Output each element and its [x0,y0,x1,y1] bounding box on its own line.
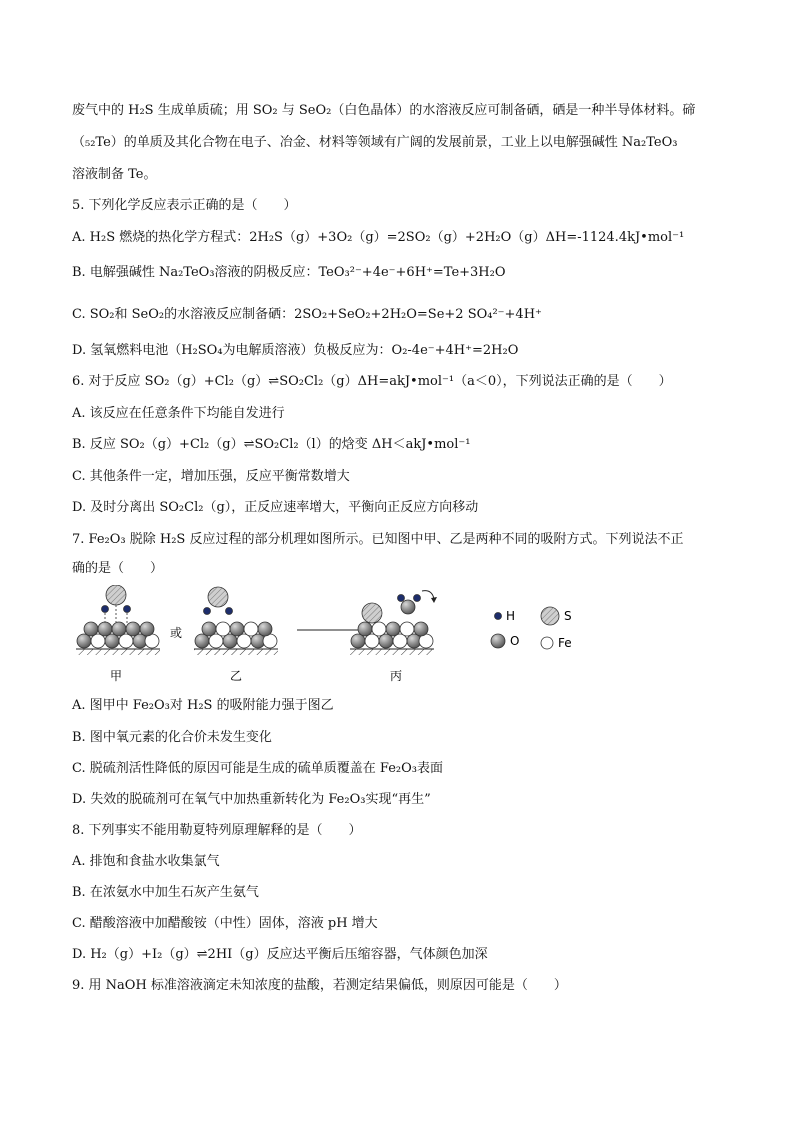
q7-stem-line-2: 确的是（ ） [72,561,164,576]
intro-line-3: 溶液制备 Te。 [72,167,157,182]
q8-stem: 8. 下列事实不能用勒夏特列原理解释的是（ ） [72,823,362,838]
legend-o-marker [491,634,505,648]
q5-option-d: D. 氢氧燃料电池（H₂SO₄为电解质溶液）负极反应为：O₂-4e⁻+4H⁺=2H₂O [72,343,519,358]
q8-option-d: D. H₂（g）+I₂（g）⇌2HI（g）反应达平衡后压缩容器，气体颜色加深 [72,947,488,962]
figure-legend [491,607,572,650]
intro-line-2: （₅₂Te）的单质及其化合物在电子、冶金、材料等领域有广阔的发展前景，工业上以电解强碱性 Na₂TeO₃ [72,135,678,150]
intro-line-1: 废气中的 H₂S 生成单质硫；用 SO₂ 与 SeO₂（白色晶体）的水溶液反应可制备硒，硒是一种半导体材料。碲 [72,103,696,118]
q9-stem: 9. 用 NaOH 标准溶液滴定未知浓度的盐酸，若测定结果偏低，则原因可能是（ ） [72,978,567,993]
q6-option-a: A. 该反应在任意条件下均能自发进行 [72,406,285,421]
mechanism-figure [72,585,632,690]
q6-option-c: C. 其他条件一定，增加压强，反应平衡常数增大 [72,469,350,484]
label-jia: 甲 [110,669,123,683]
q7-stem-line-1: 7. Fe₂O₃ 脱除 H₂S 反应过程的部分机理如图所示。已知图中甲、乙是两种不同的吸附方式。下列说法不正 [72,532,684,547]
q6-option-d: D. 及时分离出 SO₂Cl₂（g），正反应速率增大，平衡向正反应方向移动 [72,500,479,515]
structure-jia [76,585,160,655]
q5-stem: 5. 下列化学反应表示正确的是（ ） [72,198,297,213]
q5-option-b: B. 电解强碱性 Na₂TeO₃溶液的阴极反应：TeO₃²⁻+4e⁻+6H⁺=Te+3H₂O [72,265,506,280]
label-bing: 丙 [390,669,403,683]
q5-option-c: C. SO₂和 SeO₂的水溶液反应制备硒：2SO₂+SeO₂+2H₂O=Se+2 SO₄²⁻+4H⁺ [72,307,542,322]
legend-fe-marker [541,637,553,649]
q7-option-b: B. 图中氧元素的化合价未发生变化 [72,730,272,745]
label-yi: 乙 [230,669,243,683]
structure-bing [350,591,437,655]
q8-option-c: C. 醋酸溶液中加醋酸铵（中性）固体，溶液 pH 增大 [72,916,378,931]
legend-s-marker [541,607,559,625]
label-or: 或 [170,626,183,640]
q7-option-a: A. 图甲中 Fe₂O₃对 H₂S 的吸附能力强于图乙 [72,698,334,713]
legend-fe-label: Fe [558,636,572,650]
q5-option-a: A. H₂S 燃烧的热化学方程式：2H₂S（g）+3O₂（g）=2SO₂（g）+2H₂O（g）ΔH=-1124.4kJ•mol⁻¹ [72,230,685,245]
q8-option-b: B. 在浓氨水中加生石灰产生氨气 [72,885,259,900]
q8-option-a: A. 排饱和食盐水收集氯气 [72,854,220,869]
q6-stem: 6. 对于反应 SO₂（g）+Cl₂（g）⇌SO₂Cl₂（g）ΔH=akJ•mol⁻¹（a＜0），下列说法正确的是（ ） [72,374,672,389]
legend-h-marker [495,613,502,620]
legend-o-label: O [510,634,520,648]
legend-s-label: S [564,609,572,623]
q7-option-d: D. 失效的脱硫剂可在氧气中加热重新转化为 Fe₂O₃实现“再生” [72,792,431,807]
q6-option-b: B. 反应 SO₂（g）+Cl₂（g）⇌SO₂Cl₂（l）的焓变 ΔH＜akJ•mol⁻¹ [72,437,471,452]
structure-yi [194,587,278,655]
legend-h-label: H [506,609,516,623]
q7-option-c: C. 脱硫剂活性降低的原因可能是生成的硫单质覆盖在 Fe₂O₃表面 [72,761,443,776]
